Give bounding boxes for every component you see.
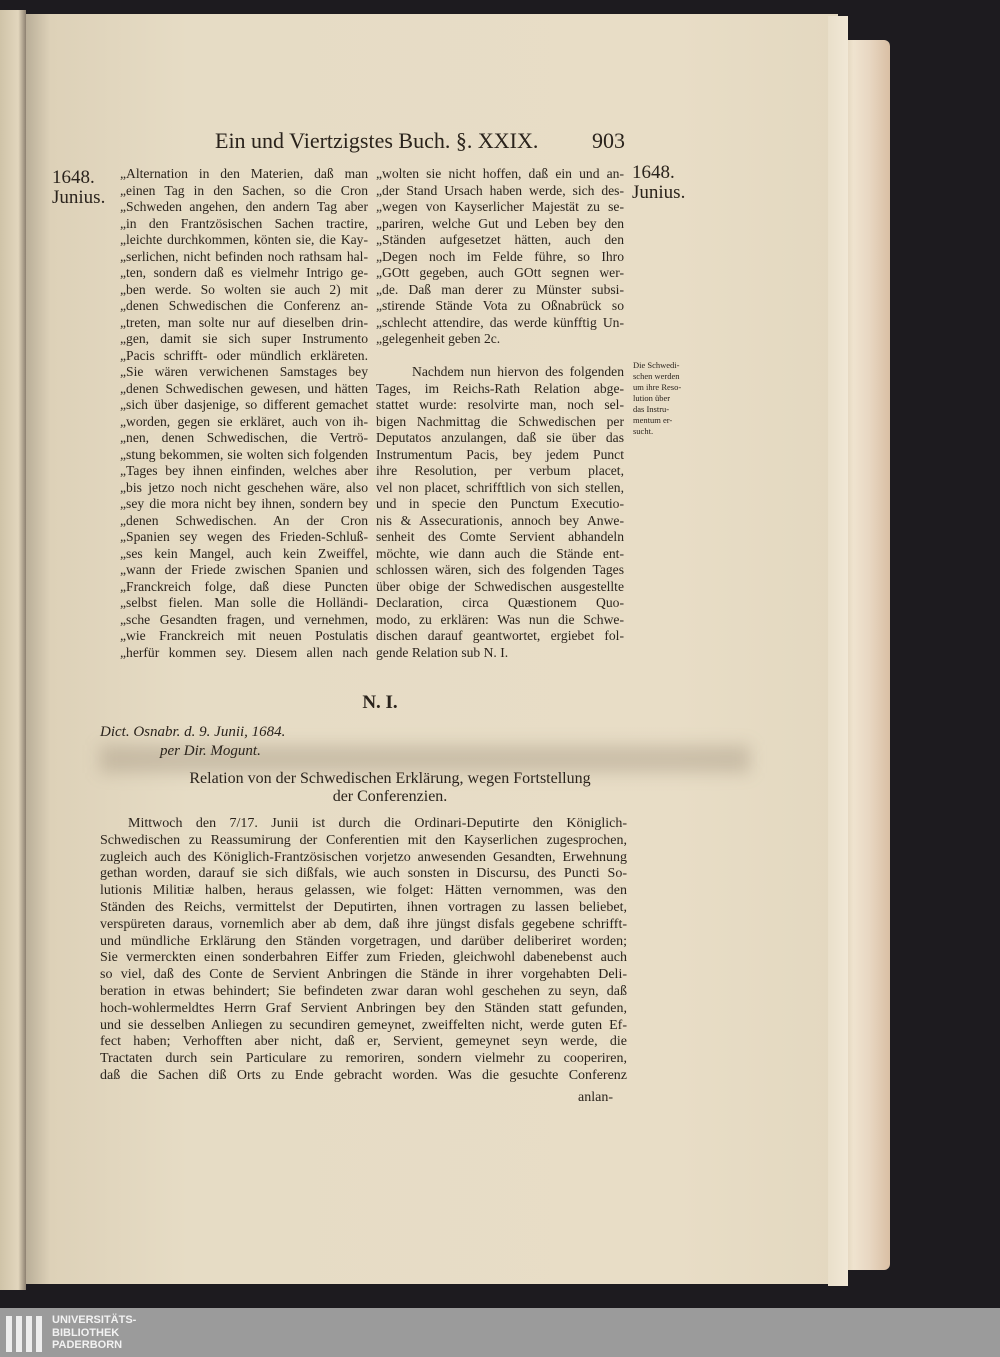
text-line: zugleich auch des Königlich-Frantzösischen vorjetzo anwesenden Gesandten, Erwehnung: [100, 849, 627, 865]
text-line: „Spanien sey wegen des Frieden-Schluß-: [120, 529, 368, 544]
logo-line: UNIVERSITÄTS-: [52, 1314, 137, 1326]
text-line: senheit des Comte Servient abhandeln: [376, 529, 624, 544]
right-margin-date: [632, 163, 685, 203]
text-line: „ten, sondern daß es vielmehr Intrigo ge-: [120, 265, 368, 280]
margin-month: Junius.: [632, 182, 686, 203]
side-note-line: um ihre Reso-: [633, 382, 682, 392]
side-note-line: Die Schwedi-: [633, 360, 680, 370]
text-line: fect haben; Verhofften aber nicht, daß er, Servient, gemeynet seyn werde, die: [100, 1034, 627, 1050]
text-line: „wolten sie nicht hoffen, daß ein und an-: [376, 166, 624, 181]
section-title: [120, 770, 660, 806]
left-margin-date: [52, 168, 105, 208]
text-line: „leichte durchkommen, könten sie, die Kay-: [120, 232, 368, 247]
text-line: Schwedischen zu Reassumirung der Conferentien mit den Kayserlichen zugesprochen,: [100, 832, 627, 848]
logo-mark-icon: [6, 1316, 46, 1357]
text-line: „schlecht attendire, das werde künfftig Un-: [376, 314, 624, 330]
text-line: „Sie wären verwichenen Samstages bey: [120, 364, 368, 379]
text-line: „worden, gegen sie erkläret, auch von ih-: [120, 413, 368, 429]
text-line: „Pacis schrifft- oder mündlich erkläreten.: [120, 347, 368, 363]
text-line: Mittwoch den 7/17. Junii ist durch die Ordinari-Deputirte den Königlich-: [128, 816, 627, 831]
text-line: Tractaten durch sein Particulare zu remoriren, sondern vielmehr zu cooperiren,: [100, 1051, 627, 1067]
text-line: „de. Daß man derer zu Münster subsi-: [376, 281, 624, 297]
text-line: „Degen noch im Felde führe, so Ihro: [376, 248, 624, 264]
section-title-line: Relation von der Schwedischen Erklärung, wegen Fortstellung: [189, 770, 591, 787]
text-line: schlossen wären, sich des folgenden Tages: [376, 562, 624, 577]
margin-year: 1648.: [52, 167, 95, 188]
text-line: gende Relation sub N. I.: [376, 644, 509, 660]
text-line: Deputatos anzulangen, daß sie über das: [376, 430, 624, 445]
text-line: „denen Schwedischen die Conferenz an-: [120, 298, 368, 313]
side-note-line: das Instru-: [633, 404, 670, 414]
margin-month: Junius.: [52, 187, 106, 208]
text-line: hoch-wohlermeldtes Herrn Graf Servient Anbringen bey den Ständen statt gefunden,: [100, 1000, 627, 1016]
text-line: und in specie den Punctum Executio-: [376, 496, 624, 511]
text-line: „stung bekommen, sie wolten sich folgenden: [120, 446, 368, 462]
text-line: „einen Tag in den Sachen, so die Cron: [120, 182, 368, 198]
text-line: „denen Schwedischen. An der Cron: [120, 512, 368, 528]
text-line: gethan worden, darauf sie sich dißfals, wie auch sonsten in Discursu, des Puncti So-: [100, 866, 627, 882]
dictation-line: per Dir. Mogunt.: [160, 743, 261, 759]
text-line: „der Stand Ursach haben werde, sich des-: [376, 182, 624, 198]
library-logo-text: [52, 1314, 136, 1352]
left-column: [120, 166, 368, 661]
previous-page-edge: [0, 10, 26, 1290]
text-line: stattet wurde: resolvirte man, noch sel-: [376, 397, 624, 412]
text-line: lutionis Militiæ halben, heraus gelassen, wie folget: Hätten vernommen, was den: [100, 883, 627, 899]
section-number: N. I.: [362, 692, 398, 713]
page-number: 903: [592, 128, 625, 153]
text-line: möchte, wie dann auch die Stände ent-: [376, 545, 624, 561]
text-line: „sich über dasjenige, so different gemachet: [120, 397, 368, 412]
text-line: Ständen des Reichs, vermittelst der Deputirten, ihnen vortragen zu lassen beliebet,: [100, 899, 627, 915]
text-line: „sche Gesandten fragen, und vernehmen,: [120, 611, 368, 627]
text-line: modo, zu erklären: Was nun die Schwe-: [376, 611, 624, 627]
text-line: verspüreten daraus, vornemlich aber ab dem, daß ihre jüngst disfals gegebene schrifft-: [100, 916, 627, 932]
text-line: „Ständen aufgesetzet hätten, auch den: [376, 232, 624, 247]
text-line: Nachdem nun hiervon des folgenden: [412, 364, 624, 379]
text-line: Instrumentum Pacis, bey jedem Punct: [376, 446, 624, 462]
text-line: „gelegenheit geben 2c.: [376, 331, 501, 346]
text-line: „Tages bey ihnen einfinden, welches aber: [120, 463, 368, 478]
text-line: Declaration, circa Quæstionem Quo-: [376, 595, 624, 610]
text-line: beration in etwas behindert; Sie befindeten zwar daran wohl geschehen zu seyn, daß: [100, 983, 627, 999]
right-column: [376, 166, 624, 661]
text-line: „denen Schwedischen gewesen, und hätten: [120, 380, 368, 396]
text-line: so viel, daß des Conte de Servient Anbringen die Stände in ihrer vorgehabten Deli-: [100, 967, 627, 983]
text-line: „Franckreich folge, daß diese Puncten: [120, 578, 368, 594]
text-line: vel non placet, schrifftlich von sich stellen,: [376, 479, 624, 495]
side-note-line: mentum er-: [633, 415, 673, 425]
text-line: „stirende Stände Vota zu Oßnabrück so: [376, 298, 624, 313]
side-note-line: sucht.: [633, 426, 654, 436]
text-line: „wegen von Kayserlicher Majestät zu se-: [376, 199, 624, 214]
text-line: und sie desselben Anliegen zu secundiren gemeynet, zweiffelten nicht, werde guten Ef-: [100, 1017, 627, 1033]
library-logo-bar: [0, 1308, 1000, 1357]
text-line: „wann der Friede zwischen Spanien und: [120, 562, 368, 577]
text-line: „GOtt gegeben, auch GOtt segnen wer-: [376, 265, 624, 280]
margin-year: 1648.: [632, 162, 675, 183]
text-line: „in den Frantzösischen Sachen tractire,: [120, 215, 368, 231]
text-line: nis & Assecurationis, annoch bey Anwe-: [376, 512, 624, 528]
text-line: „Schweden angehen, den andern Tag aber: [120, 199, 368, 214]
dictation-line: Dict. Osnabr. d. 9. Junii, 1684.: [100, 724, 286, 740]
text-line: „pariren, welche Gut und Leben bey den: [376, 215, 624, 231]
body-text: [100, 816, 627, 1085]
side-note-line: lution über: [633, 393, 671, 403]
text-line: bigen Nachmittag die Schwedischen per: [376, 413, 624, 429]
text-line: „nen, denen Schwedischen, die Vertrö-: [120, 430, 368, 445]
text-line: Tages, im Reichs-Rath Relation abge-: [376, 380, 624, 396]
text-line: „selbst fielen. Man solle die Holländi-: [120, 595, 368, 610]
section-title-line: der Conferenzien.: [332, 788, 448, 805]
side-note-line: schen werden: [633, 371, 680, 381]
text-line: Sie vermerckten einen sonderbahren Eiffer zum Frieden, gleichwohl dabenebenst auch: [100, 950, 627, 966]
text-line: „bis jetzo noch nicht geschehen wäre, also: [120, 479, 368, 495]
text-line: dischen darauf geantwortet, ergiebet fol-: [376, 628, 624, 643]
catchword: anlan-: [578, 1090, 613, 1105]
running-header: Ein und Viertzigstes Buch. §. XXIX.: [215, 128, 539, 153]
logo-line: BIBLIOTHEK: [52, 1326, 120, 1339]
text-line: „Alternation in den Materien, daß man: [120, 166, 368, 181]
text-line: „gen, damit sie sich super Instrumento: [120, 331, 368, 346]
page-edge-light: [828, 16, 848, 1286]
text-line: „sey die mora nicht bey ihnen, sondern bey: [120, 496, 368, 511]
text-line: und mündliche Erklärung den Ständen vorgetragen, und darüber deliberiret worden;: [100, 933, 627, 949]
logo-line: PADERBORN: [52, 1339, 123, 1351]
text-line: „ses kein Mangel, auch kein Zweiffel,: [120, 545, 368, 561]
text-line: ihre Resolution, per verbum placet,: [376, 463, 624, 478]
text-line: „treten, man solte nur auf dieselben drin-: [120, 314, 368, 330]
text-line: über obige der Schwedischen ausgestellte: [376, 578, 624, 594]
text-line: [376, 348, 624, 365]
text-line: „serlichen, nicht befinden noch rathsam hal-: [120, 248, 368, 264]
text-line: „wie Franckreich mit neuen Postulatis: [120, 628, 368, 643]
text-line: daß die Sachen diß Orts zu Ende gebracht worden. Was die gesuchte Conferenz: [100, 1067, 627, 1083]
side-note: [633, 360, 688, 437]
text-line: „herfür kommen sey. Diesem allen nach: [120, 644, 368, 660]
text-line: „ben werde. So wolten sie auch 2) mit: [120, 281, 368, 297]
